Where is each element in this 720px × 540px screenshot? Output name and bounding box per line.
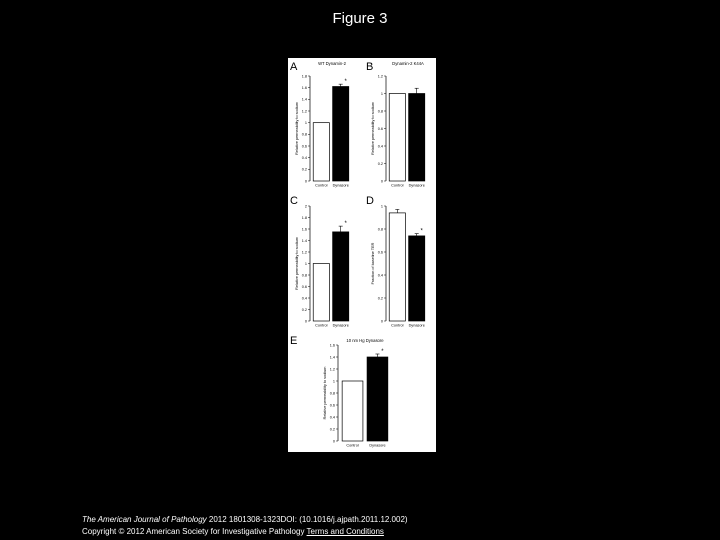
y-tick-label-a: 0.8 — [301, 132, 307, 137]
y-tick-label-c: 0.2 — [301, 307, 307, 312]
x-tick-label-e: Control — [346, 443, 359, 448]
panel-title-a: WT Dynamin-2 — [318, 61, 346, 66]
journal-name: The American Journal of Pathology — [82, 515, 207, 524]
y-tick-label-e: 0.6 — [329, 403, 335, 408]
copyright-line — [82, 526, 408, 538]
y-tick-label-c: 0 — [304, 319, 307, 324]
y-tick-label-a: 1.2 — [301, 109, 307, 114]
y-tick-label-a: 1.8 — [301, 74, 307, 79]
y-tick-label-a: 1.4 — [301, 97, 307, 102]
y-tick-label-c: 0.8 — [301, 273, 307, 278]
y-tick-label-d: 0.2 — [377, 296, 383, 301]
panel-letter-a: A — [290, 61, 298, 73]
y-tick-label-e: 0.8 — [329, 391, 335, 396]
x-tick-label-b: Control — [391, 183, 404, 188]
y-tick-label-c: 1.6 — [301, 227, 307, 232]
citation-line — [82, 514, 408, 526]
x-tick-label-b: Dynasore — [408, 183, 425, 188]
y-tick-label-c: 1 — [304, 261, 307, 266]
y-tick-label-e: 0.4 — [329, 415, 335, 420]
x-tick-label-d: Control — [391, 323, 404, 328]
y-tick-label-b: 0.6 — [377, 126, 383, 131]
significance-marker-d: * — [420, 228, 423, 235]
figure-image — [288, 58, 436, 452]
x-tick-label-e: Dynasore — [369, 443, 386, 448]
y-tick-label-a: 0.2 — [301, 167, 307, 172]
y-tick-label-a: 0.6 — [301, 144, 307, 149]
slide-title: Figure 3 — [332, 10, 388, 27]
y-tick-label-b: 1.2 — [377, 74, 383, 79]
bar-e-dynasore — [367, 357, 388, 441]
y-tick-label-d: 0.6 — [377, 250, 383, 255]
panel-letter-e: E — [290, 335, 298, 347]
bar-d-dynasore — [409, 236, 425, 321]
panel-letter-d: D — [366, 195, 374, 207]
y-tick-label-e: 0.2 — [329, 427, 335, 432]
y-axis-label-a: Relative permeability to sodium — [295, 102, 299, 155]
y-axis-label-b: Relative permeability to sodium — [371, 102, 375, 155]
y-tick-label-c: 0.6 — [301, 284, 307, 289]
significance-marker-a: * — [344, 79, 347, 86]
y-tick-label-e: 0 — [332, 439, 335, 444]
y-axis-label-e: Relative permeability to sodium — [323, 366, 327, 420]
x-tick-label-d: Dynasore — [408, 323, 425, 328]
y-axis-label-d: Fraction of baseline TER — [371, 242, 375, 285]
y-tick-label-e: 1.2 — [329, 367, 335, 372]
y-tick-label-b: 0.2 — [377, 161, 383, 166]
bar-e-control — [342, 381, 363, 441]
y-tick-label-b: 0 — [380, 179, 383, 184]
y-tick-label-a: 1.6 — [301, 85, 307, 90]
bar-b-control — [389, 94, 405, 182]
bar-d-control — [389, 213, 405, 321]
y-tick-label-c: 1.2 — [301, 250, 307, 255]
significance-marker-e: * — [381, 349, 384, 355]
x-tick-label-a: Control — [315, 183, 328, 188]
y-tick-label-d: 0.4 — [377, 273, 383, 278]
bar-b-dynasore — [409, 94, 425, 182]
y-tick-label-a: 0 — [304, 179, 307, 184]
bar-c-dynasore — [333, 232, 349, 321]
y-axis-label-c: Relative permeability to sodium — [295, 237, 299, 290]
x-tick-label-a: Dynasore — [332, 183, 349, 188]
y-tick-label-a: 1 — [304, 120, 307, 125]
y-tick-label-b: 0.4 — [377, 144, 383, 149]
y-tick-label-c: 2 — [304, 204, 307, 209]
panel-letter-c: C — [290, 195, 298, 207]
terms-link[interactable]: Terms and Conditions — [306, 527, 384, 536]
bar-c-control — [313, 264, 329, 322]
y-tick-label-e: 1.6 — [329, 343, 335, 348]
citation-text: 2012 1801308-1323DOI: (10.1016/j.ajpath.2011.12.002) — [206, 515, 408, 524]
x-tick-label-c: Control — [315, 323, 328, 328]
y-tick-label-e: 1.4 — [329, 355, 335, 360]
bar-a-control — [313, 123, 329, 181]
significance-marker-c: * — [344, 221, 347, 228]
bar-a-dynasore — [333, 87, 349, 182]
y-tick-label-d: 0.8 — [377, 227, 383, 232]
panel-title-b: Dynamin-2 K44A — [392, 61, 424, 66]
panel-letter-b: B — [366, 61, 374, 73]
y-tick-label-c: 0.4 — [301, 296, 307, 301]
copyright-text: Copyright © 2012 American Society for Investigative Pathology — [82, 527, 307, 536]
y-tick-label-d: 0 — [380, 319, 383, 324]
y-tick-label-c: 1.8 — [301, 215, 307, 220]
figure-svg — [288, 58, 436, 452]
y-tick-label-b: 1 — [380, 91, 383, 96]
x-tick-label-c: Dynasore — [332, 323, 349, 328]
panel-title-e: 10 nm Hg Dynasore — [346, 338, 384, 343]
footer — [82, 514, 408, 538]
y-tick-label-d: 1 — [380, 204, 383, 209]
y-tick-label-a: 0.4 — [301, 155, 307, 160]
y-tick-label-e: 1 — [332, 379, 335, 384]
y-tick-label-c: 1.4 — [301, 238, 307, 243]
y-tick-label-b: 0.8 — [377, 109, 383, 114]
